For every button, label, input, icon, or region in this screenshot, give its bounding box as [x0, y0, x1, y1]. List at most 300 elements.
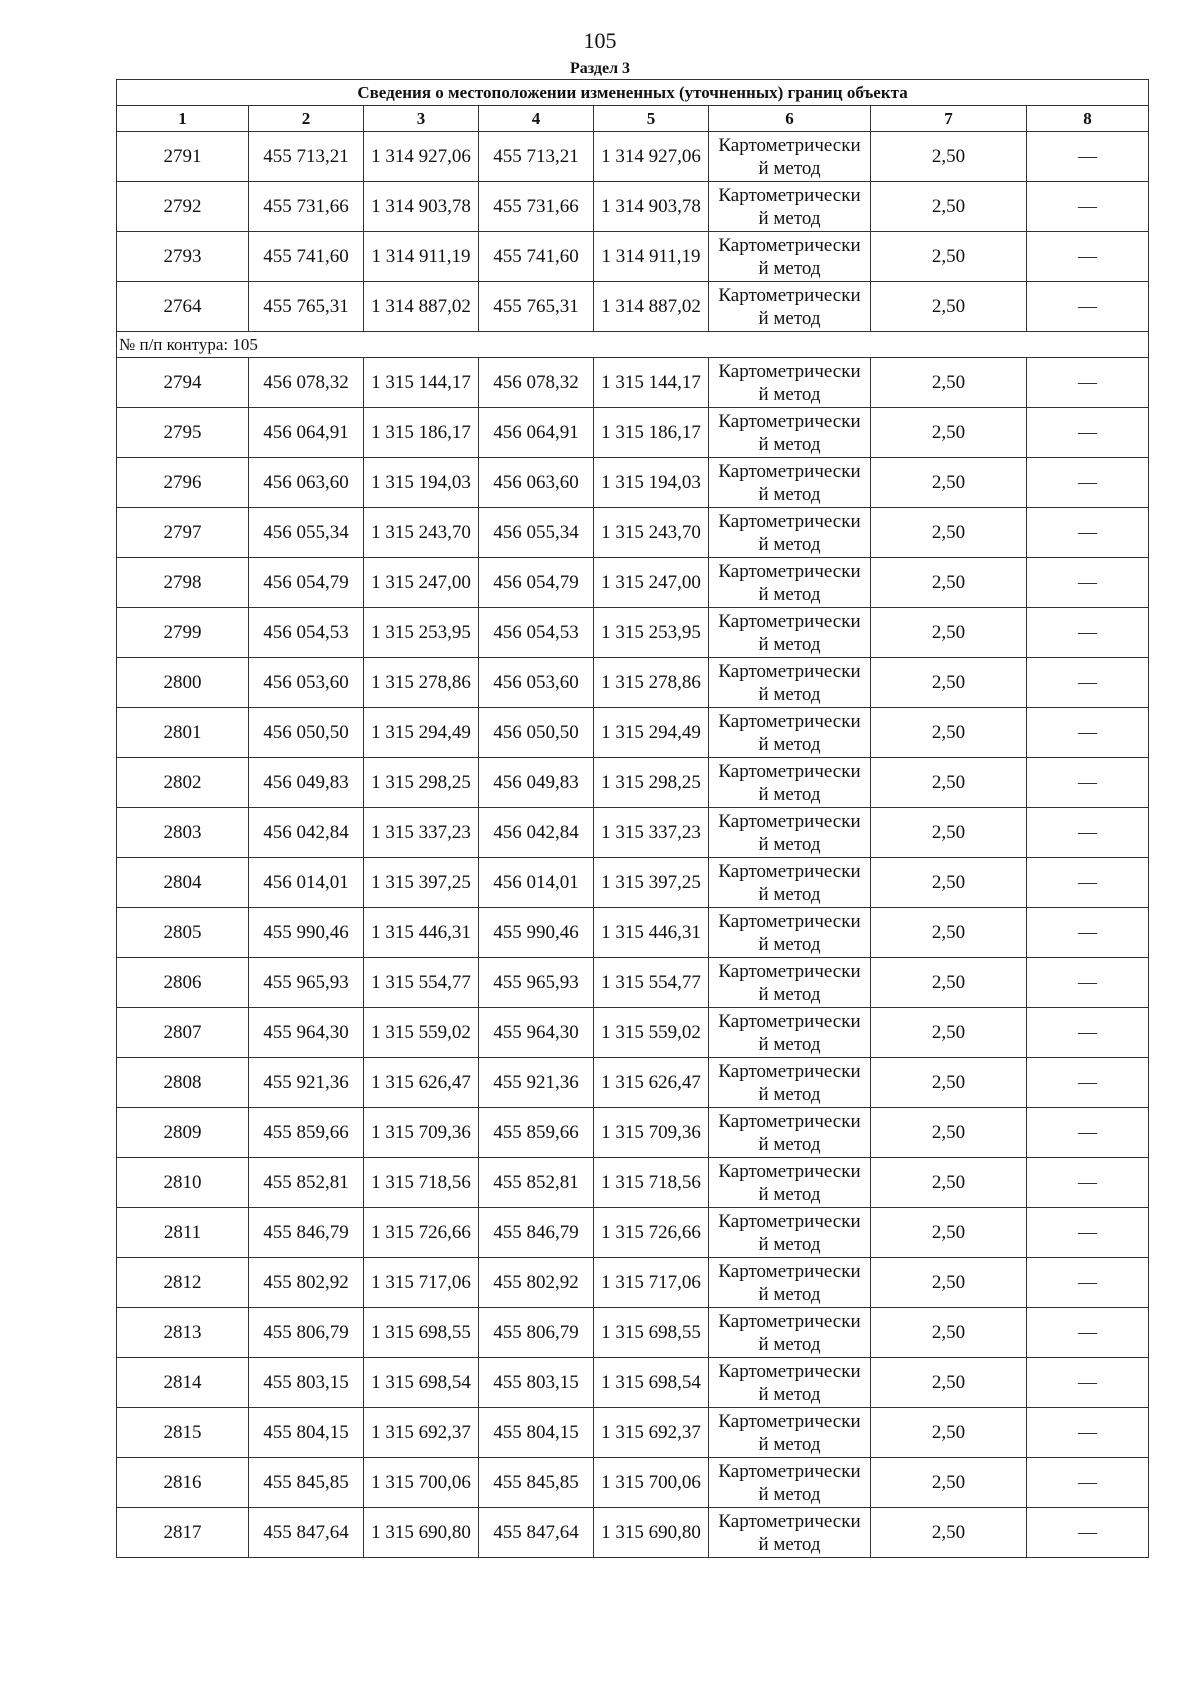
method-line-2: й метод [758, 633, 821, 655]
x-coordinate-refined-cell: 455 802,92 [479, 1258, 594, 1308]
x-coordinate-existing-cell: 455 846,79 [249, 1208, 364, 1258]
method-cell [709, 1158, 871, 1208]
y-coordinate-refined-cell: 1 314 911,19 [594, 232, 709, 282]
x-coordinate-refined-cell: 455 806,79 [479, 1308, 594, 1358]
y-coordinate-refined-cell: 1 315 698,54 [594, 1358, 709, 1408]
description-cell: — [1027, 758, 1149, 808]
table-row [117, 508, 1149, 558]
description-cell: — [1027, 858, 1149, 908]
contour-section [117, 332, 1149, 358]
method-line-2: й метод [758, 207, 821, 229]
table-row [117, 458, 1149, 508]
table-row [117, 1158, 1149, 1208]
point-number-cell: 2814 [117, 1358, 249, 1408]
table-row [117, 1008, 1149, 1058]
description-cell: — [1027, 608, 1149, 658]
method-line-2: й метод [758, 1183, 821, 1205]
x-coordinate-existing-cell: 455 806,79 [249, 1308, 364, 1358]
table-row [117, 1308, 1149, 1358]
method-cell [709, 182, 871, 232]
description-cell: — [1027, 1508, 1149, 1558]
y-coordinate-existing-cell: 1 315 186,17 [364, 408, 479, 458]
precision-cell: 2,50 [871, 908, 1027, 958]
method-line-1: Картометрически [718, 560, 861, 582]
description-cell: — [1027, 1358, 1149, 1408]
y-coordinate-existing-cell: 1 315 144,17 [364, 358, 479, 408]
table-row [117, 858, 1149, 908]
x-coordinate-refined-cell: 455 731,66 [479, 182, 594, 232]
point-number-cell: 2816 [117, 1458, 249, 1508]
precision-cell: 2,50 [871, 658, 1027, 708]
point-number-cell: 2798 [117, 558, 249, 608]
y-coordinate-existing-cell: 1 314 903,78 [364, 182, 479, 232]
method-line-1: Картометрически [718, 410, 861, 432]
method-line-1: Картометрически [718, 660, 861, 682]
table-row [117, 1458, 1149, 1508]
column-numbers-row [117, 106, 1149, 132]
table-row [117, 908, 1149, 958]
y-coordinate-refined-cell: 1 315 186,17 [594, 408, 709, 458]
precision-cell: 2,50 [871, 1458, 1027, 1508]
point-number-cell: 2803 [117, 808, 249, 858]
description-cell: — [1027, 1258, 1149, 1308]
page-number: 105 [583, 28, 617, 53]
table-row [117, 1208, 1149, 1258]
point-number-cell: 2791 [117, 132, 249, 182]
x-coordinate-existing-cell: 456 055,34 [249, 508, 364, 558]
method-line-2: й метод [758, 933, 821, 955]
y-coordinate-refined-cell: 1 315 278,86 [594, 658, 709, 708]
y-coordinate-refined-cell: 1 315 446,31 [594, 908, 709, 958]
precision-cell: 2,50 [871, 708, 1027, 758]
method-cell [709, 1008, 871, 1058]
method-line-2: й метод [758, 483, 821, 505]
column-number: 8 [1027, 106, 1149, 132]
precision-cell: 2,50 [871, 1058, 1027, 1108]
method-cell [709, 758, 871, 808]
precision-cell: 2,50 [871, 958, 1027, 1008]
precision-cell: 2,50 [871, 858, 1027, 908]
precision-cell: 2,50 [871, 282, 1027, 332]
table-row [117, 608, 1149, 658]
method-line-2: й метод [758, 157, 821, 179]
y-coordinate-refined-cell: 1 315 717,06 [594, 1258, 709, 1308]
y-coordinate-refined-cell: 1 315 690,80 [594, 1508, 709, 1558]
precision-cell: 2,50 [871, 1358, 1027, 1408]
x-coordinate-existing-cell: 455 765,31 [249, 282, 364, 332]
method-cell [709, 1408, 871, 1458]
method-line-1: Картометрически [718, 810, 861, 832]
y-coordinate-existing-cell: 1 315 559,02 [364, 1008, 479, 1058]
method-cell [709, 358, 871, 408]
method-line-1: Картометрически [718, 760, 861, 782]
precision-cell: 2,50 [871, 1158, 1027, 1208]
y-coordinate-existing-cell: 1 315 709,36 [364, 1108, 479, 1158]
point-number-cell: 2815 [117, 1408, 249, 1458]
table-title-row [117, 80, 1149, 106]
description-cell: — [1027, 958, 1149, 1008]
y-coordinate-existing-cell: 1 315 626,47 [364, 1058, 479, 1108]
description-cell: — [1027, 182, 1149, 232]
y-coordinate-existing-cell: 1 315 337,23 [364, 808, 479, 858]
method-cell [709, 808, 871, 858]
point-number-cell: 2808 [117, 1058, 249, 1108]
x-coordinate-refined-cell: 456 064,91 [479, 408, 594, 458]
precision-cell: 2,50 [871, 608, 1027, 658]
method-line-1: Картометрически [718, 1360, 861, 1382]
x-coordinate-existing-cell: 456 050,50 [249, 708, 364, 758]
precision-cell: 2,50 [871, 358, 1027, 408]
description-cell: — [1027, 1408, 1149, 1458]
method-line-1: Картометрически [718, 510, 861, 532]
method-cell [709, 958, 871, 1008]
x-coordinate-refined-cell: 455 859,66 [479, 1108, 594, 1158]
method-line-2: й метод [758, 883, 821, 905]
x-coordinate-existing-cell: 455 802,92 [249, 1258, 364, 1308]
method-cell [709, 858, 871, 908]
table-row [117, 408, 1149, 458]
method-line-2: й метод [758, 533, 821, 555]
y-coordinate-existing-cell: 1 314 927,06 [364, 132, 479, 182]
method-line-2: й метод [758, 683, 821, 705]
precision-cell: 2,50 [871, 132, 1027, 182]
y-coordinate-existing-cell: 1 315 446,31 [364, 908, 479, 958]
description-cell: — [1027, 458, 1149, 508]
point-number-cell: 2794 [117, 358, 249, 408]
description-cell: — [1027, 1208, 1149, 1258]
x-coordinate-existing-cell: 455 847,64 [249, 1508, 364, 1558]
point-number-cell: 2807 [117, 1008, 249, 1058]
y-coordinate-existing-cell: 1 315 692,37 [364, 1408, 479, 1458]
method-line-1: Картометрически [718, 1010, 861, 1032]
precision-cell: 2,50 [871, 558, 1027, 608]
method-line-2: й метод [758, 783, 821, 805]
description-cell: — [1027, 658, 1149, 708]
y-coordinate-refined-cell: 1 315 144,17 [594, 358, 709, 408]
column-number: 5 [594, 106, 709, 132]
method-cell [709, 1508, 871, 1558]
method-line-1: Картометрически [718, 234, 861, 256]
method-cell [709, 658, 871, 708]
point-number-cell: 2805 [117, 908, 249, 958]
method-line-1: Картометрически [718, 1210, 861, 1232]
y-coordinate-refined-cell: 1 315 726,66 [594, 1208, 709, 1258]
y-coordinate-existing-cell: 1 315 718,56 [364, 1158, 479, 1208]
x-coordinate-existing-cell: 455 921,36 [249, 1058, 364, 1108]
y-coordinate-refined-cell: 1 315 626,47 [594, 1058, 709, 1108]
method-line-2: й метод [758, 733, 821, 755]
method-line-2: й метод [758, 257, 821, 279]
method-line-1: Картометрически [718, 960, 861, 982]
x-coordinate-existing-cell: 456 014,01 [249, 858, 364, 908]
method-line-1: Картометрически [718, 710, 861, 732]
x-coordinate-refined-cell: 456 049,83 [479, 758, 594, 808]
description-cell: — [1027, 358, 1149, 408]
method-cell [709, 458, 871, 508]
y-coordinate-refined-cell: 1 314 927,06 [594, 132, 709, 182]
x-coordinate-refined-cell: 456 063,60 [479, 458, 594, 508]
table-row [117, 182, 1149, 232]
precision-cell: 2,50 [871, 808, 1027, 858]
method-line-2: й метод [758, 383, 821, 405]
x-coordinate-refined-cell: 455 852,81 [479, 1158, 594, 1208]
x-coordinate-existing-cell: 456 049,83 [249, 758, 364, 808]
table-row [117, 1358, 1149, 1408]
point-number-cell: 2801 [117, 708, 249, 758]
method-cell [709, 608, 871, 658]
y-coordinate-existing-cell: 1 315 253,95 [364, 608, 479, 658]
point-number-cell: 2809 [117, 1108, 249, 1158]
x-coordinate-refined-cell: 456 050,50 [479, 708, 594, 758]
y-coordinate-refined-cell: 1 315 247,00 [594, 558, 709, 608]
point-number-cell: 2810 [117, 1158, 249, 1208]
section-heading: Раздел 3 [569, 60, 631, 77]
point-number-cell: 2812 [117, 1258, 249, 1308]
precision-cell: 2,50 [871, 1508, 1027, 1558]
y-coordinate-existing-cell: 1 315 278,86 [364, 658, 479, 708]
point-number-cell: 2799 [117, 608, 249, 658]
y-coordinate-existing-cell: 1 315 700,06 [364, 1458, 479, 1508]
y-coordinate-existing-cell: 1 315 247,00 [364, 558, 479, 608]
table-row [117, 1058, 1149, 1108]
coordinates-table [116, 79, 1149, 1558]
point-number-cell: 2804 [117, 858, 249, 908]
y-coordinate-existing-cell: 1 314 911,19 [364, 232, 479, 282]
y-coordinate-refined-cell: 1 315 337,23 [594, 808, 709, 858]
x-coordinate-refined-cell: 455 965,93 [479, 958, 594, 1008]
method-line-1: Картометрически [718, 184, 861, 206]
table-row [117, 708, 1149, 758]
method-line-2: й метод [758, 983, 821, 1005]
method-line-2: й метод [758, 1533, 821, 1555]
description-cell: — [1027, 558, 1149, 608]
x-coordinate-existing-cell: 456 042,84 [249, 808, 364, 858]
method-line-2: й метод [758, 583, 821, 605]
x-coordinate-refined-cell: 456 014,01 [479, 858, 594, 908]
precision-cell: 2,50 [871, 1258, 1027, 1308]
method-cell [709, 908, 871, 958]
x-coordinate-refined-cell: 455 964,30 [479, 1008, 594, 1058]
x-coordinate-refined-cell: 456 042,84 [479, 808, 594, 858]
x-coordinate-existing-cell: 455 845,85 [249, 1458, 364, 1508]
y-coordinate-refined-cell: 1 315 194,03 [594, 458, 709, 508]
point-number-cell: 2813 [117, 1308, 249, 1358]
x-coordinate-refined-cell: 455 765,31 [479, 282, 594, 332]
x-coordinate-existing-cell: 456 063,60 [249, 458, 364, 508]
x-coordinate-refined-cell: 455 921,36 [479, 1058, 594, 1108]
y-coordinate-refined-cell: 1 315 700,06 [594, 1458, 709, 1508]
method-cell [709, 232, 871, 282]
x-coordinate-existing-cell: 455 731,66 [249, 182, 364, 232]
y-coordinate-existing-cell: 1 315 726,66 [364, 1208, 479, 1258]
method-line-2: й метод [758, 1333, 821, 1355]
method-cell [709, 1458, 871, 1508]
table-row [117, 808, 1149, 858]
method-line-1: Картометрически [718, 1060, 861, 1082]
method-line-2: й метод [758, 833, 821, 855]
method-line-1: Картометрически [718, 284, 861, 306]
method-line-1: Картометрически [718, 1460, 861, 1482]
y-coordinate-refined-cell: 1 315 692,37 [594, 1408, 709, 1458]
method-line-1: Картометрически [718, 134, 861, 156]
precision-cell: 2,50 [871, 232, 1027, 282]
method-line-1: Картометрически [718, 910, 861, 932]
x-coordinate-existing-cell: 456 053,60 [249, 658, 364, 708]
description-cell: — [1027, 1058, 1149, 1108]
point-number-cell: 2800 [117, 658, 249, 708]
y-coordinate-existing-cell: 1 315 397,25 [364, 858, 479, 908]
x-coordinate-existing-cell: 456 064,91 [249, 408, 364, 458]
description-cell: — [1027, 282, 1149, 332]
method-cell [709, 1258, 871, 1308]
method-cell [709, 1308, 871, 1358]
precision-cell: 2,50 [871, 182, 1027, 232]
x-coordinate-existing-cell: 455 859,66 [249, 1108, 364, 1158]
method-cell [709, 1358, 871, 1408]
precision-cell: 2,50 [871, 1108, 1027, 1158]
method-line-1: Картометрически [718, 610, 861, 632]
method-line-2: й метод [758, 1433, 821, 1455]
y-coordinate-refined-cell: 1 315 698,55 [594, 1308, 709, 1358]
y-coordinate-existing-cell: 1 315 717,06 [364, 1258, 479, 1308]
description-cell: — [1027, 708, 1149, 758]
precision-cell: 2,50 [871, 1408, 1027, 1458]
x-coordinate-existing-cell: 455 965,93 [249, 958, 364, 1008]
x-coordinate-existing-cell: 455 803,15 [249, 1358, 364, 1408]
description-cell: — [1027, 508, 1149, 558]
x-coordinate-refined-cell: 455 990,46 [479, 908, 594, 958]
y-coordinate-existing-cell: 1 315 243,70 [364, 508, 479, 558]
x-coordinate-existing-cell: 455 852,81 [249, 1158, 364, 1208]
method-line-2: й метод [758, 1083, 821, 1105]
precision-cell: 2,50 [871, 458, 1027, 508]
rows-before-contour [117, 132, 1149, 332]
y-coordinate-existing-cell: 1 315 698,54 [364, 1358, 479, 1408]
method-cell [709, 1108, 871, 1158]
y-coordinate-refined-cell: 1 315 253,95 [594, 608, 709, 658]
x-coordinate-existing-cell: 455 741,60 [249, 232, 364, 282]
table-row [117, 558, 1149, 608]
method-line-1: Картометрически [718, 360, 861, 382]
x-coordinate-refined-cell: 456 078,32 [479, 358, 594, 408]
y-coordinate-refined-cell: 1 315 718,56 [594, 1158, 709, 1208]
x-coordinate-existing-cell: 455 990,46 [249, 908, 364, 958]
x-coordinate-refined-cell: 456 054,53 [479, 608, 594, 658]
method-line-1: Картометрически [718, 460, 861, 482]
table-row [117, 232, 1149, 282]
description-cell: — [1027, 1458, 1149, 1508]
precision-cell: 2,50 [871, 408, 1027, 458]
method-cell [709, 1058, 871, 1108]
description-cell: — [1027, 1308, 1149, 1358]
x-coordinate-existing-cell: 455 964,30 [249, 1008, 364, 1058]
point-number-cell: 2793 [117, 232, 249, 282]
x-coordinate-refined-cell: 455 846,79 [479, 1208, 594, 1258]
y-coordinate-refined-cell: 1 315 243,70 [594, 508, 709, 558]
table-row [117, 1258, 1149, 1308]
x-coordinate-existing-cell: 456 078,32 [249, 358, 364, 408]
x-coordinate-refined-cell: 456 054,79 [479, 558, 594, 608]
y-coordinate-refined-cell: 1 315 294,49 [594, 708, 709, 758]
description-cell: — [1027, 908, 1149, 958]
table-row [117, 1108, 1149, 1158]
rows-after-contour [117, 358, 1149, 1558]
x-coordinate-existing-cell: 455 713,21 [249, 132, 364, 182]
point-number-cell: 2796 [117, 458, 249, 508]
y-coordinate-existing-cell: 1 315 698,55 [364, 1308, 479, 1358]
contour-header-row [117, 332, 1149, 358]
method-cell [709, 408, 871, 458]
point-number-cell: 2806 [117, 958, 249, 1008]
y-coordinate-refined-cell: 1 315 709,36 [594, 1108, 709, 1158]
table-row [117, 958, 1149, 1008]
y-coordinate-refined-cell: 1 315 554,77 [594, 958, 709, 1008]
point-number-cell: 2795 [117, 408, 249, 458]
y-coordinate-refined-cell: 1 314 903,78 [594, 182, 709, 232]
x-coordinate-refined-cell: 455 845,85 [479, 1458, 594, 1508]
method-line-2: й метод [758, 307, 821, 329]
precision-cell: 2,50 [871, 508, 1027, 558]
method-line-2: й метод [758, 1233, 821, 1255]
method-line-1: Картометрически [718, 1310, 861, 1332]
column-number: 4 [479, 106, 594, 132]
method-line-2: й метод [758, 1283, 821, 1305]
column-number: 2 [249, 106, 364, 132]
precision-cell: 2,50 [871, 758, 1027, 808]
y-coordinate-refined-cell: 1 314 887,02 [594, 282, 709, 332]
method-line-1: Картометрически [718, 1160, 861, 1182]
description-cell: — [1027, 1008, 1149, 1058]
x-coordinate-refined-cell: 456 055,34 [479, 508, 594, 558]
x-coordinate-existing-cell: 456 054,53 [249, 608, 364, 658]
method-line-2: й метод [758, 1033, 821, 1055]
description-cell: — [1027, 1108, 1149, 1158]
method-line-1: Картометрически [718, 1410, 861, 1432]
table-row [117, 1408, 1149, 1458]
method-cell [709, 708, 871, 758]
method-cell [709, 282, 871, 332]
x-coordinate-refined-cell: 455 741,60 [479, 232, 594, 282]
table-title: Сведения о местоположении измененных (уточненных) границ объекта [117, 80, 1149, 106]
column-number: 6 [709, 106, 871, 132]
point-number-cell: 2797 [117, 508, 249, 558]
point-number-cell: 2811 [117, 1208, 249, 1258]
table-row [117, 1508, 1149, 1558]
table-row [117, 658, 1149, 708]
method-line-1: Картометрически [718, 1260, 861, 1282]
y-coordinate-existing-cell: 1 315 194,03 [364, 458, 479, 508]
column-number: 7 [871, 106, 1027, 132]
y-coordinate-existing-cell: 1 315 298,25 [364, 758, 479, 808]
description-cell: — [1027, 1158, 1149, 1208]
description-cell: — [1027, 232, 1149, 282]
precision-cell: 2,50 [871, 1008, 1027, 1058]
method-line-2: й метод [758, 433, 821, 455]
method-line-1: Картометрически [718, 860, 861, 882]
precision-cell: 2,50 [871, 1308, 1027, 1358]
x-coordinate-refined-cell: 456 053,60 [479, 658, 594, 708]
y-coordinate-refined-cell: 1 315 298,25 [594, 758, 709, 808]
method-cell [709, 1208, 871, 1258]
y-coordinate-refined-cell: 1 315 397,25 [594, 858, 709, 908]
column-number: 1 [117, 106, 249, 132]
table-row [117, 132, 1149, 182]
x-coordinate-refined-cell: 455 804,15 [479, 1408, 594, 1458]
method-line-1: Картометрически [718, 1110, 861, 1132]
method-cell [709, 558, 871, 608]
table-row [117, 358, 1149, 408]
x-coordinate-refined-cell: 455 803,15 [479, 1358, 594, 1408]
